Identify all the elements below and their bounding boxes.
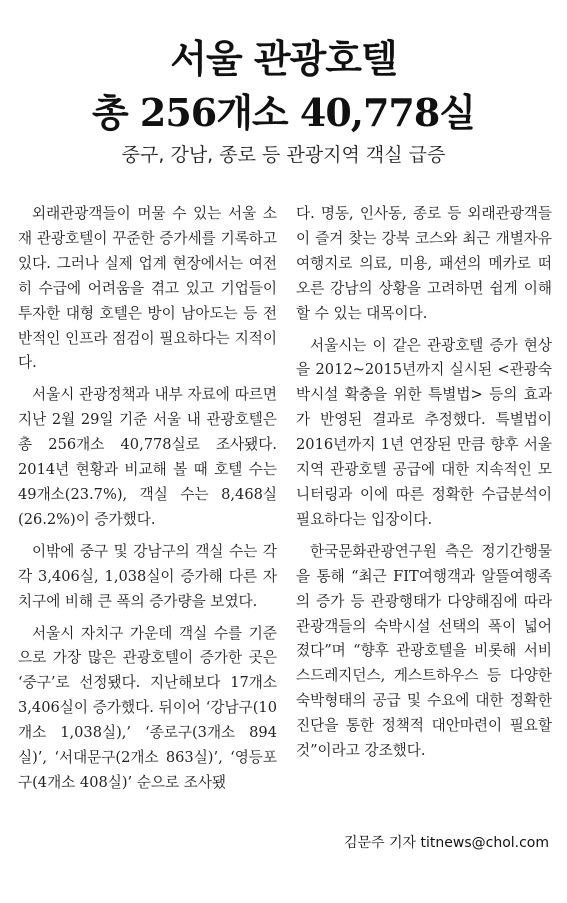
paragraph-6: 한국문화관광연구원 측은 정기간행물을 통해 “최근 FIT여행객과 알뜰여행족의 증가 등 관광행태가 다양해짐에 따라 관광객들의 숙박시설 선택의 폭이 넓어졌다”며 “향후 관광호텔을 비롯해 서비스드레지던스, 게스트하우스 등 다양한 숙박형태의 공급 및 수요에 대한 정확한 진단을 통한 정책적 대안마련이 필요할 것”이라고 강조했다. xyxy=(296,542,552,760)
article-column-left xyxy=(18,202,277,796)
paragraph-5: 서울시는 이 같은 관광호텔 증가 현상을 2012~2015년까지 실시된 <관광숙박시설 확충을 위한 특별법> 등의 효과가 반영된 결과로 추정했다. 특별법이 2016년까지 1년 연장된 만큼 향후 서울지역 관광호텔 공급에 대한 지속적인 모니터링과 이에 따른 정확한 수급분석이 필요하다는 입장이다. xyxy=(296,336,552,528)
paragraph-1: 외래관광객들이 머물 수 있는 서울 소재 관광호텔이 꾸준한 증가세를 기록하고 있다. 그러나 실제 업계 현장에서는 여전히 수급에 어려움을 겪고 있고 기업들이 투자한 대형 호텔은 방이 남아도는 등 전반적인 인프라 점검이 필요하다는 지적이다. xyxy=(18,205,277,372)
headline-line-1: 서울 관광호텔 xyxy=(170,36,397,81)
paragraph-4: 서울시 자치구 가운데 객실 수를 기준으로 가장 많은 관광호텔이 증가한 곳은 ‘중구’로 선정됐다. 지난해보다 17개소 3,406실이 증가했다. 뒤이어 ‘강남구(10개소 1,038실),’ ‘종로구(3개소 894실)’, ‘서대문구(2개소 863실)’, ‘영등포구(4개소 408실)’ 순으로 조사됐 xyxy=(18,624,277,791)
article-column-right xyxy=(296,202,552,764)
paragraph-2: 서울시 관광정책과 내부 자료에 따르면 지난 2월 29일 기준 서울 내 관광호텔은 총 256개소 40,778실로 조사됐다. 2014년 현황과 비교해 볼 때 호텔 수는 49개소(23.7%), 객실 수는 8,468실(26.2%)이 증가했다. xyxy=(18,386,277,528)
byline: 김문주 기자 titnews@chol.com xyxy=(344,835,549,851)
subheadline: 중구, 강남, 종로 등 관광지역 객실 급증 xyxy=(121,144,446,166)
paragraph-3: 이밖에 중구 및 강남구의 객실 수는 각각 3,406실, 1,038실이 증가해 다른 자치구에 비해 큰 폭의 증가량을 보였다. xyxy=(18,542,277,610)
headline-line-2: 총 256개소 40,778실 xyxy=(91,90,476,135)
paragraph-4-continued: 다. 명동, 인사동, 종로 등 외래관광객들이 즐겨 찾는 강북 코스와 최근 개별자유여행지로 의료, 미용, 패션의 메카로 떠오른 강남의 상황을 고려하면 쉽게 이해할 수 있는 대목이다. xyxy=(296,205,552,322)
